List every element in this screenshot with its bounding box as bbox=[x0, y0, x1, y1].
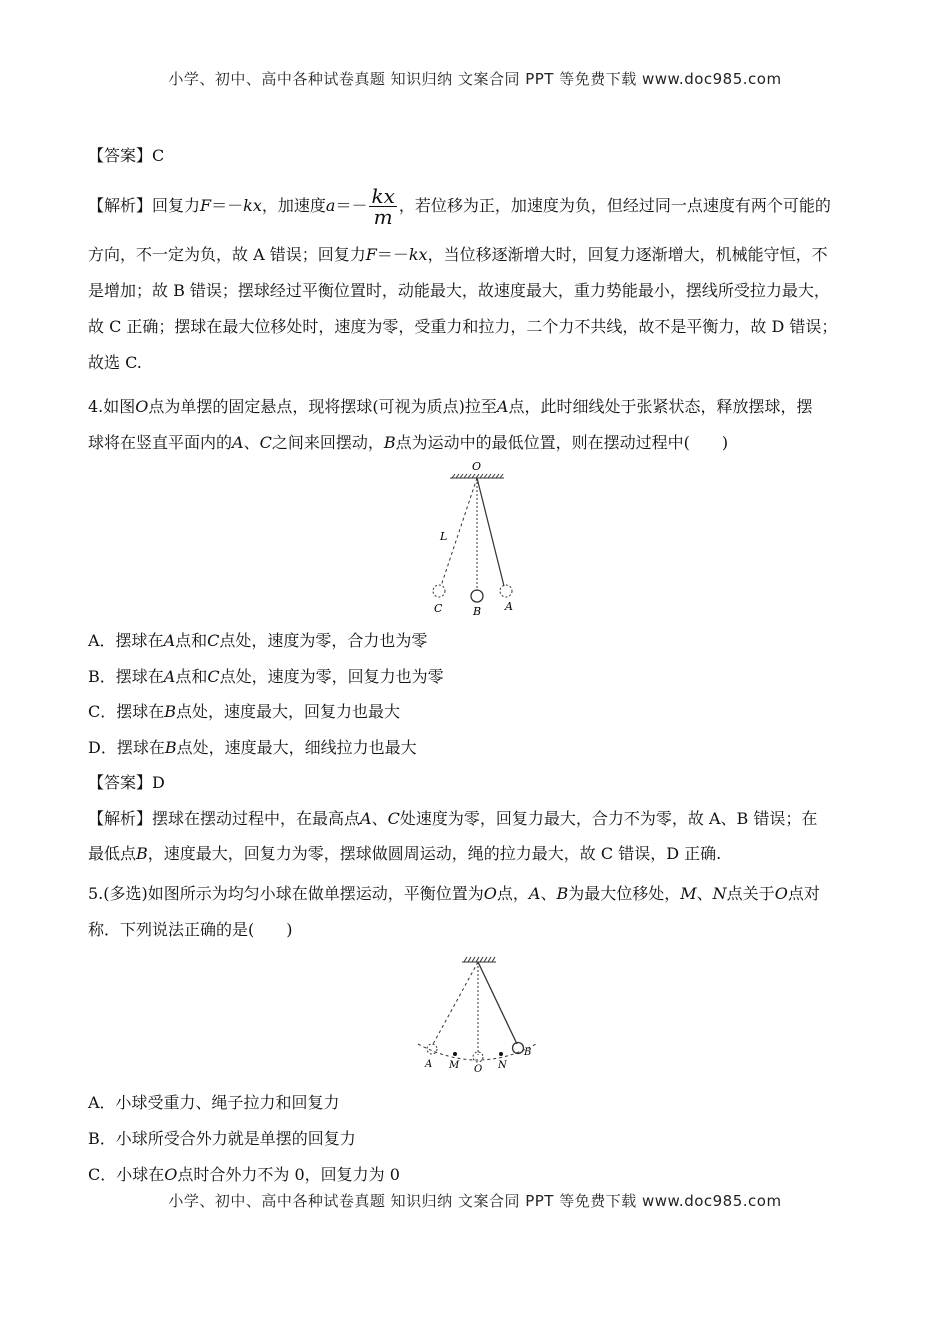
point-M bbox=[453, 1052, 457, 1056]
q4-analysis-line2: 最低点B，速度最大，回复力为零，摆球做圆周运动，绳的拉力最大，故 C 错误，D 正确. bbox=[88, 844, 722, 863]
q4-option-d[interactable]: D．摆球在B点处，速度最大，细线拉力也最大 bbox=[88, 737, 417, 757]
analysis-label: 【解析】 bbox=[88, 196, 153, 215]
q3-answer: 【答案】C bbox=[88, 146, 165, 165]
string-to-A bbox=[477, 478, 504, 586]
q4-stem: 4.如图O点为单摆的固定悬点，现将摆球(可视为质点)拉至A点，此时细线处于张紧状态，释放摆球，摆 球将在竖直平面内的A、C之间来回摆动，B点为运动中的最低位置，则在摆动过程中( ) bbox=[88, 397, 813, 452]
q5-option-c[interactable]: C．小球在O点时合外力不为 0，回复力为 0 bbox=[88, 1165, 400, 1184]
pendulum-figure-2 bbox=[412, 948, 542, 1073]
label-O: O bbox=[474, 1064, 483, 1073]
q4-answer: 【答案】D bbox=[88, 773, 165, 792]
q4-analysis-line1: 【解析】摆球在摆动过程中，在最高点A、C处速度为零，回复力最大，合力不为零，故 A、B 错误；在 bbox=[88, 808, 818, 828]
q5-options bbox=[88, 1085, 864, 1193]
label-B: B bbox=[473, 605, 482, 618]
ceiling-hatch bbox=[462, 957, 496, 962]
label-O: O bbox=[472, 460, 482, 473]
q3-block bbox=[88, 138, 864, 174]
string-to-B bbox=[478, 962, 517, 1044]
page-footer: 小学、初中、高中各种试卷真题 知识归纳 文案合同 PPT 等免费下载 www.doc985.com bbox=[168, 1192, 782, 1210]
fraction-kx-over-m: $\frac{kx}{m}$ bbox=[371, 184, 395, 229]
q4-option-a[interactable]: A．摆球在A点和C点处，速度为零，合力也为零 bbox=[88, 631, 428, 650]
label-A: A bbox=[505, 600, 513, 613]
label-A: A bbox=[425, 1059, 433, 1070]
ball-B bbox=[471, 590, 483, 602]
q5-stem: 5.(多选)如图所示为均匀小球在做单摆运动，平衡位置为O点，A、B为最大位移处，M、N点关于O点对 称．下列说法正确的是( ) bbox=[88, 884, 820, 939]
page-header: 小学、初中、高中各种试卷真题 知识归纳 文案合同 PPT 等免费下载 www.doc985.com bbox=[168, 70, 782, 88]
q3-analysis-rest: 方向，不一定为负，故 A 错误；回复力F＝－kx，当位移逐渐增大时，回复力逐渐增大，机械能守恒，不 是增加；故 B 错误；摆球经过平衡位置时，动能最大，故速度最大，重力势能最小，摆线所受拉力最大， 故 C 正确；摆球在最大位移处时，速度为零，受重力和拉力，二个力不共线，故不是平衡力，故 D 错误； 故选 C. bbox=[88, 245, 838, 372]
q4-option-c[interactable]: C．摆球在B点处，速度最大，回复力也最大 bbox=[88, 702, 401, 721]
label-B: B bbox=[524, 1047, 532, 1058]
ceiling-hatch bbox=[450, 474, 504, 478]
pendulum-figure-1 bbox=[420, 458, 530, 618]
label-M: M bbox=[449, 1060, 460, 1071]
ball-A bbox=[500, 585, 512, 597]
q5-option-b[interactable]: B．小球所受合外力就是单摆的回复力 bbox=[88, 1129, 356, 1148]
q4-options bbox=[88, 623, 864, 872]
string-to-A bbox=[432, 962, 478, 1046]
ball-C bbox=[433, 585, 445, 597]
point-N bbox=[499, 1052, 503, 1056]
q4-option-b[interactable]: B．摆球在A点和C点处，速度为零，回复力也为零 bbox=[88, 666, 444, 686]
label-C: C bbox=[434, 602, 443, 615]
label-L: L bbox=[440, 530, 448, 543]
label-N: N bbox=[498, 1060, 507, 1071]
q5-option-a[interactable]: A．小球受重力、绳子拉力和回复力 bbox=[88, 1093, 340, 1112]
q3-analysis-line1: 【解析】回复力F＝－kx，加速度a＝－ $\frac{kx}{m}$ ，若位移为正，加速度为负，但经过同一点速度有两个可能的 bbox=[88, 184, 831, 229]
ball-O bbox=[473, 1052, 483, 1062]
